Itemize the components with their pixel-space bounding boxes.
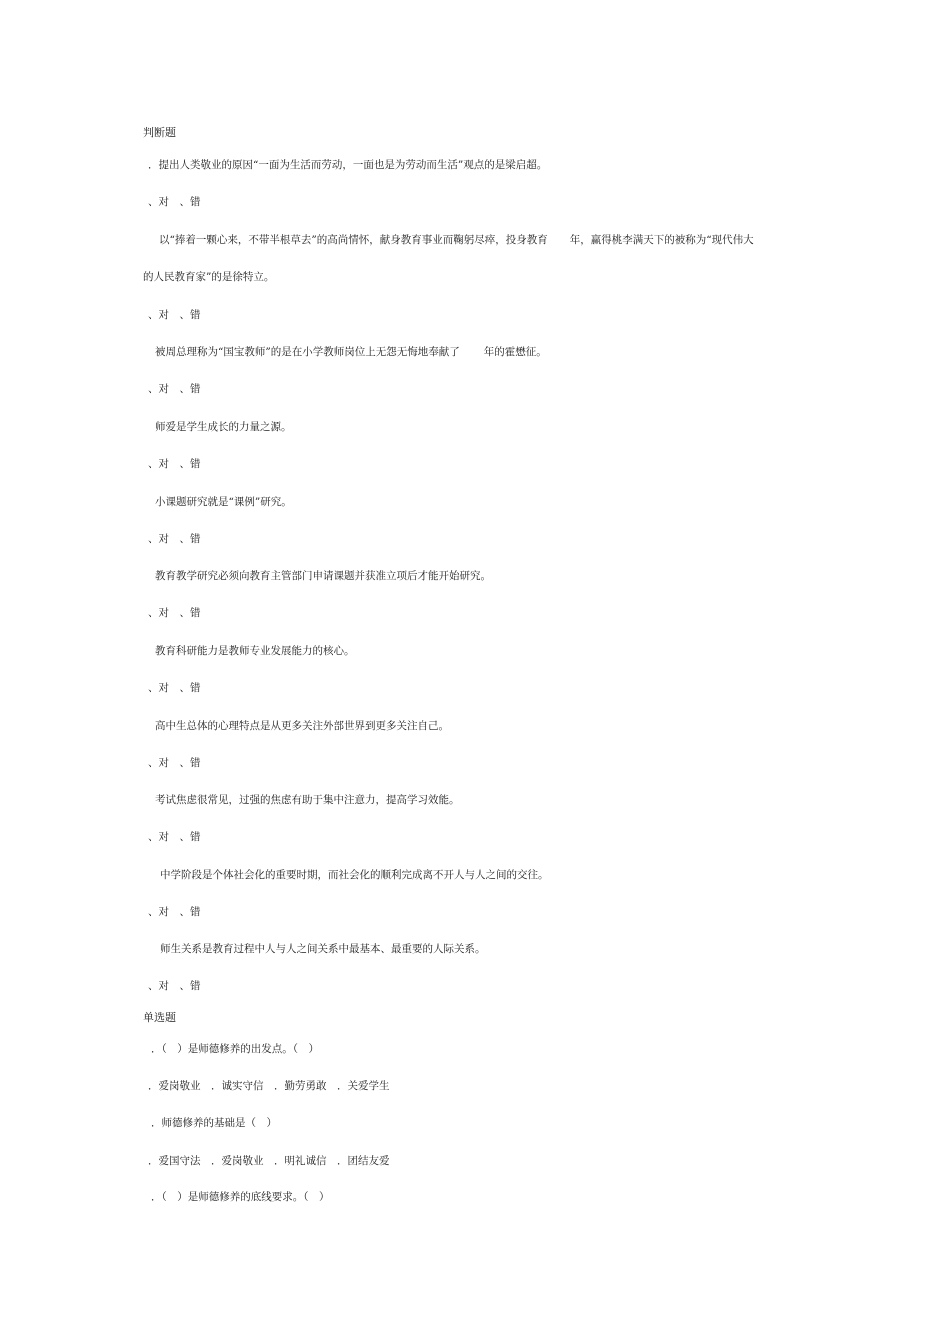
options-judge-5: 、对 、错 <box>148 533 201 545</box>
options-judge-2: 、对 、错 <box>148 309 201 321</box>
question-judge-2-part-a: 以“捧着一颗心来，不带半根草去”的高尚情怀，献身教育事业而鞠躬尽瘁，投身教育 <box>159 234 548 246</box>
question-judge-3-part-a: 被周总理称为“国宝教师”的是在小学教师岗位上无怨无悔地奉献了 <box>155 346 460 358</box>
question-single-1: ．（ ）是师德修养的出发点。（ ） <box>151 1043 319 1055</box>
question-judge-8: 高中生总体的心理特点是从更多关注外部世界到更多关注自己。 <box>155 720 449 732</box>
options-judge-4: 、对 、错 <box>148 458 201 470</box>
question-judge-5: 小课题研究就是“课例”研究。 <box>155 496 292 508</box>
options-judge-9: 、对 、错 <box>148 831 201 843</box>
section-title-judge: 判断题 <box>143 126 176 139</box>
options-judge-6: 、对 、错 <box>148 607 201 619</box>
options-judge-11: 、对 、错 <box>148 980 201 992</box>
question-judge-3 <box>155 345 547 359</box>
question-judge-3-part-b: 年的霍懋征。 <box>483 346 547 358</box>
options-judge-1: 、对 、错 <box>148 196 201 208</box>
options-single-2: ．爱国守法 ．爱岗敬业 ．明礼诚信 ．团结友爱 <box>148 1155 390 1167</box>
options-judge-7: 、对 、错 <box>148 682 201 694</box>
options-single-1: ．爱岗敬业 ．诚实守信 ．勤劳勇敢 ．关爱学生 <box>148 1080 390 1092</box>
question-judge-10: 中学阶段是个体社会化的重要时期，而社会化的顺利完成离不开人与人之间的交往。 <box>160 869 549 881</box>
question-judge-2-cont: 的人民教育家”的是徐特立。 <box>143 271 275 283</box>
question-judge-11: 师生关系是教育过程中人与人之间关系中最基本、最重要的人际关系。 <box>160 943 486 955</box>
question-judge-4: 师爱是学生成长的力量之源。 <box>155 421 292 433</box>
options-judge-8: 、对 、错 <box>148 757 201 769</box>
question-single-2: ．师德修养的基础是（ ） <box>151 1117 277 1129</box>
question-judge-1: ．提出人类敬业的原因“一面为生活而劳动，一面也是为劳动而生活”观点的是梁启超。 <box>148 159 548 171</box>
question-judge-2 <box>159 233 754 247</box>
question-single-3: ．（ ）是师德修养的底线要求。（ ） <box>151 1191 330 1203</box>
question-judge-9: 考试焦虑很常见，过强的焦虑有助于集中注意力，提高学习效能。 <box>155 794 460 806</box>
options-judge-10: 、对 、错 <box>148 906 201 918</box>
options-judge-3: 、对 、错 <box>148 383 201 395</box>
section-title-single: 单选题 <box>143 1011 176 1024</box>
question-judge-7: 教育科研能力是教师专业发展能力的核心。 <box>155 645 355 657</box>
question-judge-6: 教育教学研究必须向教育主管部门申请课题并获准立项后才能开始研究。 <box>155 570 491 582</box>
question-judge-2-part-b: 年，赢得桃李满天下的被称为“现代伟大 <box>569 234 754 246</box>
